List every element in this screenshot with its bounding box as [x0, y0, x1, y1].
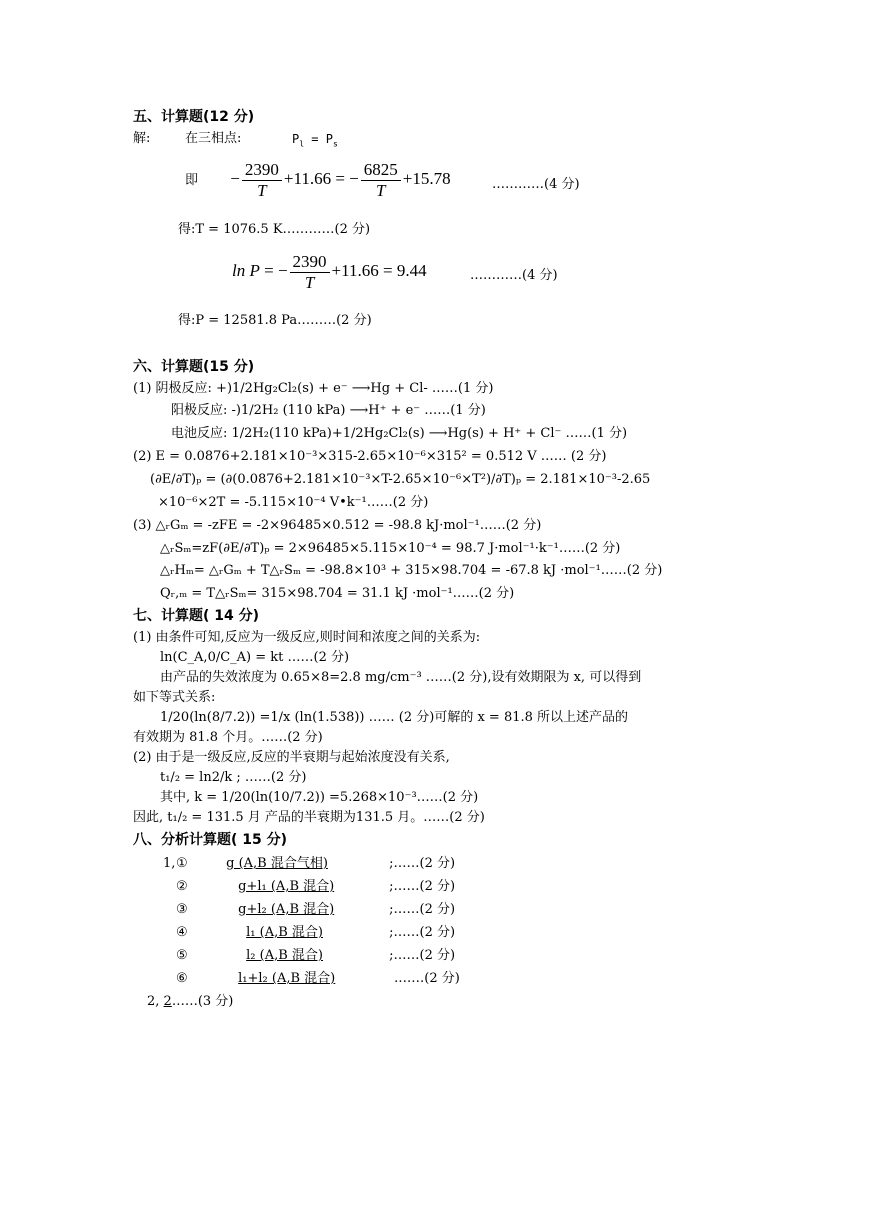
gibbs-energy: (3) △ᵣGₘ = -zFE = -2×96485×0.512 = -98.8 kJ·mol⁻¹……(2 分): [133, 518, 542, 533]
s7-line-6: 有效期为 81.8 个月。……(2 分): [133, 730, 323, 745]
phase-item-1: ① g (A,B 混合气相) ;……(2 分): [176, 856, 456, 871]
q2-answer: 2: [163, 994, 172, 1009]
q2-answer-line: 2, 2……(3 分): [147, 994, 234, 1009]
triple-point-label: 在三相点:: [185, 131, 242, 146]
section-8-heading: 八、分析计算题( 15 分): [133, 832, 288, 848]
s7-line-2: ln(C_A,0/C_A) = kt ……(2 分): [160, 650, 350, 665]
s7-line-4: 如下等式关系:: [133, 690, 216, 705]
s7-line-1: (1) 由条件可知,反应为一级反应,则时间和浓度之间的关系为:: [133, 630, 481, 645]
temp-coefficient-line-2: ×10⁻⁶×2T = -5.115×10⁻⁴ V•k⁻¹……(2 分): [158, 495, 429, 510]
s7-line-9: 其中, k = 1/20(ln(10/7.2)) =5.268×10⁻³……(2 分): [160, 790, 479, 805]
equation-2: ln P = − $\frac{2390}{T}$ +11.66 = 9.44: [232, 251, 427, 292]
s7-line-8: t₁/₂ = ln2/k ; ……(2 分): [160, 770, 307, 785]
cell-reaction: 电池反应: 1/2H₂(110 kPa)+1/2Hg₂Cl₂(s) ⟶Hg(s) + H⁺ + Cl⁻ ……(1 分): [171, 426, 628, 441]
section-7-heading: 七、计算题( 14 分): [133, 608, 260, 624]
fraction-3: $\frac{2390}{T}$: [290, 252, 330, 293]
s7-line-10: 因此, t₁/₂ = 131.5 月 产品的半衰期为131.5 月。……(2 分): [133, 810, 485, 825]
equation-2-score: …………(4 分): [470, 268, 558, 283]
entropy-change: △ᵣSₘ=zF(∂E/∂T)ₚ = 2×96485×5.115×10⁻⁴ = 98.7 J·mol⁻¹·k⁻¹……(2 分): [160, 541, 621, 556]
enthalpy-change: △ᵣHₘ= △ᵣGₘ + T△ᵣSₘ = -98.8×10³ + 315×98.704 = -67.8 kJ ·mol⁻¹……(2 分): [160, 563, 663, 578]
reversible-heat: Qᵣ,ₘ = T△ᵣSₘ= 315×98.704 = 31.1 kJ ·mol⁻¹……(2 分): [160, 586, 515, 601]
phase-item-6: ⑥ l₁+l₂ (A,B 混合) .……(2 分): [176, 971, 460, 986]
result-temperature: 得:T = 1076.5 K…………(2 分): [178, 222, 371, 237]
s7-line-3: 由产品的失效浓度为 0.65×8=2.8 mg/cm⁻³ ……(2 分),设有效期限为 x, 可以得到: [160, 670, 642, 685]
cathode-reaction: (1) 阴极反应: +)1/2Hg₂Cl₂(s) + e⁻ ⟶Hg + Cl- ……(1 分): [133, 381, 494, 396]
section-6-heading: 六、计算题(15 分): [133, 359, 255, 375]
s7-line-5: 1/20(ln(8/7.2)) =1/x (ln(1.538)) …… (2 分)可解的 x = 81.8 所以上述产品的: [160, 710, 629, 725]
fraction-2: $\frac{6825}{T}$: [361, 160, 401, 201]
anode-reaction: 阳极反应: -)1/2H₂ (110 kPa) ⟶H⁺ + e⁻ ……(1 分): [171, 403, 486, 418]
temp-coefficient-line-1: (∂E/∂T)ₚ = (∂(0.0876+2.181×10⁻³×T-2.65×10⁻⁶×T²)/∂T)ₚ = 2.181×10⁻³-2.65: [150, 472, 651, 487]
fraction-1: $\frac{2390}{T}$: [242, 160, 282, 201]
phase-item-5: ⑤ l₂ (A,B 混合) ;……(2 分): [176, 948, 456, 963]
phase-item-4: ④ l₁ (A,B 混合) ;……(2 分): [176, 925, 456, 940]
s7-line-7: (2) 由于是一级反应,反应的半衰期与起始浓度没有关系,: [133, 750, 450, 765]
section-5-heading: 五、计算题(12 分): [133, 109, 255, 125]
phase-item-3: ③ g+l₂ (A,B 混合) ;……(2 分): [176, 902, 456, 917]
emf-calc: (2) E = 0.0876+2.181×10⁻³×315-2.65×10⁻⁶×315² = 0.512 V …… (2 分): [133, 449, 607, 464]
solution-label: 解:: [133, 131, 151, 146]
phase-item-2: ② g+l₁ (A,B 混合) ;……(2 分): [176, 879, 456, 894]
equation-1-score: …………(4 分): [492, 177, 580, 192]
q1-label: 1,: [163, 856, 176, 871]
pressure-equality: $P_l = P_s$: [292, 132, 338, 149]
result-pressure: 得:P = 12581.8 Pa………(2 分): [178, 313, 372, 328]
equation-1: 即 − $\frac{2390}{T}$ +11.66 = − $\frac{6825}{T}$ +15.78: [185, 159, 451, 200]
